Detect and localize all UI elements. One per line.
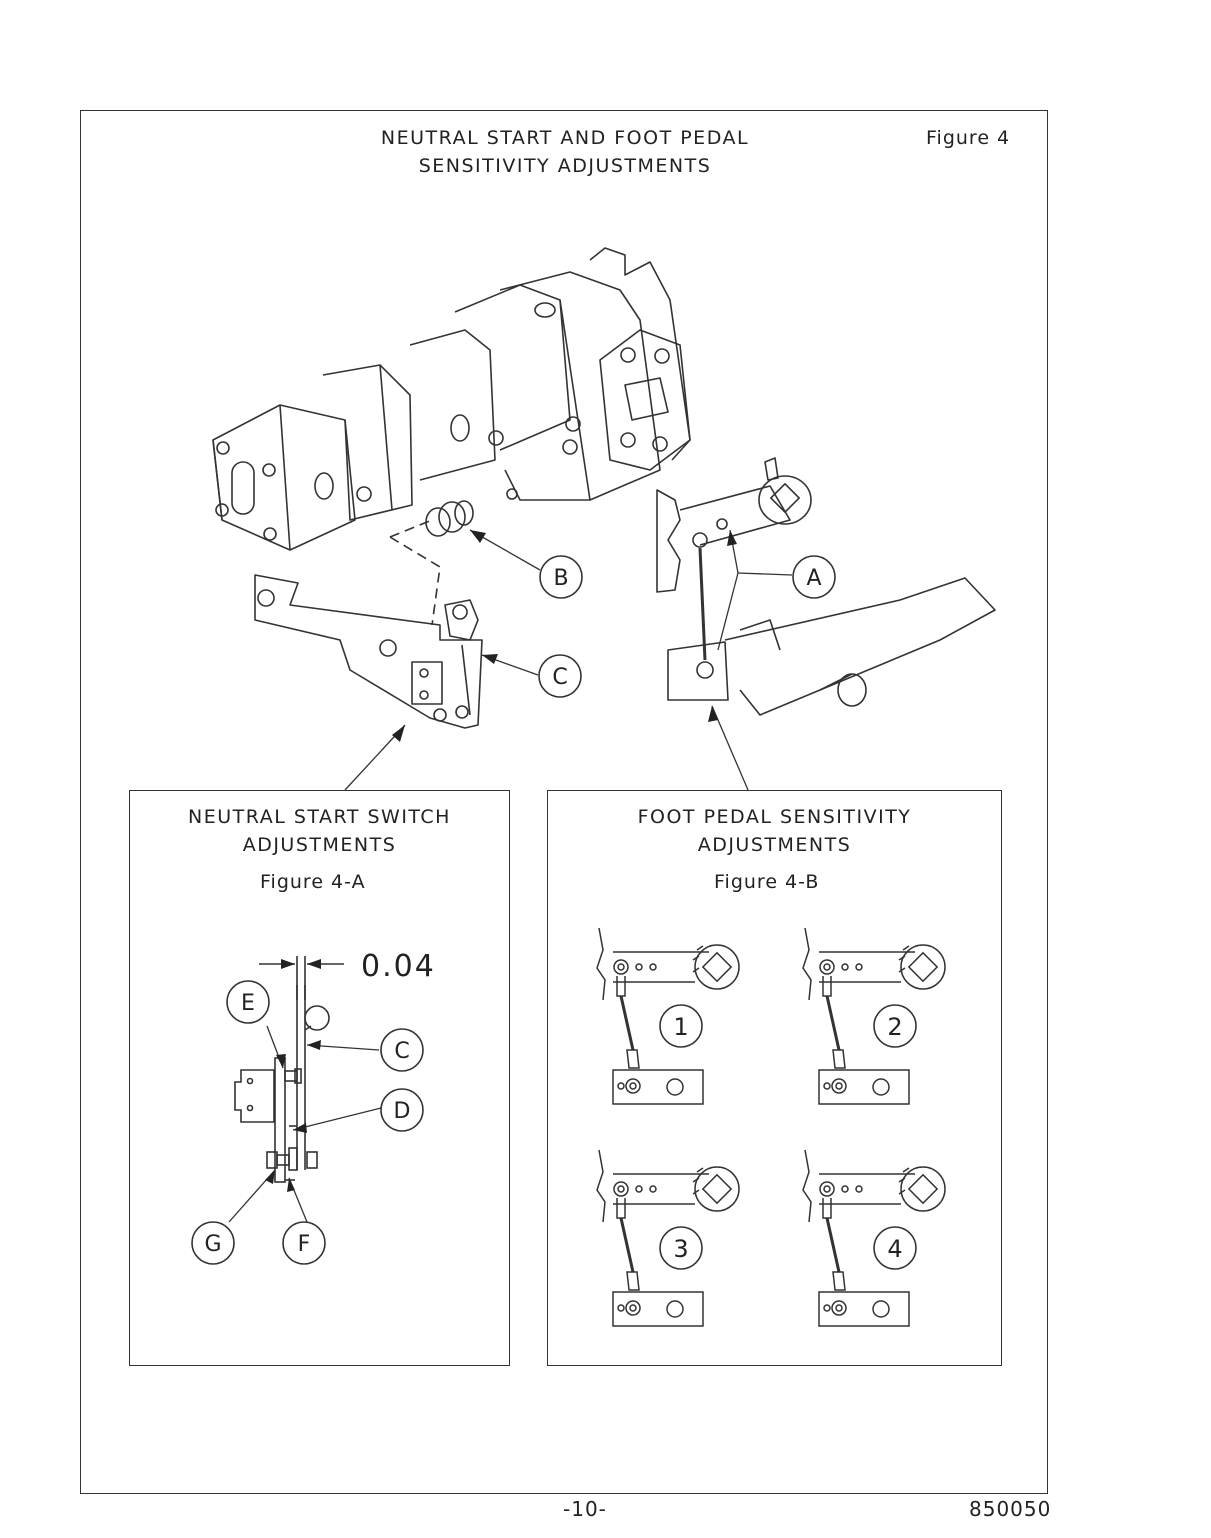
- main-title-line1: NEUTRAL START AND FOOT PEDAL: [380, 127, 750, 149]
- svg-text:G: G: [204, 1232, 222, 1257]
- svg-text:4: 4: [887, 1235, 903, 1263]
- callout-a: [793, 556, 835, 598]
- doc-number: 850050: [969, 1497, 1052, 1521]
- panel-4b-title-line2: ADJUSTMENTS: [697, 834, 852, 856]
- svg-text:F: F: [297, 1232, 311, 1257]
- linkage-position-1: [597, 928, 739, 1104]
- svg-text:A: A: [806, 566, 822, 591]
- panel-4a-title-line1: NEUTRAL START SWITCH: [188, 806, 451, 828]
- panel-4a-title: [129, 803, 510, 859]
- callout-c: [539, 655, 581, 697]
- main-title-line2: SENSITIVITY ADJUSTMENTS: [418, 155, 712, 177]
- svg-text:2: 2: [887, 1013, 903, 1041]
- svg-text:D: D: [393, 1099, 411, 1124]
- panel-4b-title: [547, 803, 1002, 859]
- callout-4a-c: [381, 1029, 423, 1071]
- svg-text:E: E: [241, 991, 255, 1016]
- panel-4b-title-line1: FOOT PEDAL SENSITIVITY: [637, 806, 912, 828]
- page-number: -10-: [563, 1497, 607, 1521]
- panel-4a-figure-label: Figure 4-A: [260, 871, 366, 893]
- neutral-start-switch-bracket: [255, 575, 482, 728]
- linkage-position-3: [597, 1150, 739, 1326]
- svg-text:C: C: [394, 1039, 410, 1064]
- pump-assembly: [213, 248, 690, 550]
- svg-text:B: B: [553, 566, 569, 591]
- svg-text:1: 1: [673, 1013, 689, 1041]
- panel-4b-figure-label: Figure 4-B: [714, 871, 820, 893]
- panel-4a-title-line2: ADJUSTMENTS: [242, 834, 397, 856]
- linkage-position-2: [803, 928, 945, 1104]
- svg-text:3: 3: [673, 1235, 689, 1263]
- callout-4a-e: [227, 981, 269, 1023]
- svg-text:C: C: [552, 665, 568, 690]
- callout-4a-d: [381, 1089, 423, 1131]
- callout-b: [540, 556, 582, 598]
- gap-dimension: 0.04: [361, 949, 436, 984]
- callout-4a-g: [192, 1222, 234, 1264]
- panel-4a-diagram: [129, 930, 510, 1290]
- figure-label: Figure 4: [926, 127, 1011, 149]
- callout-4a-f: [283, 1222, 325, 1264]
- panel-4b-diagram: [547, 910, 1002, 1350]
- linkage-position-4: [803, 1150, 945, 1326]
- neutral-start-cam: [426, 501, 473, 536]
